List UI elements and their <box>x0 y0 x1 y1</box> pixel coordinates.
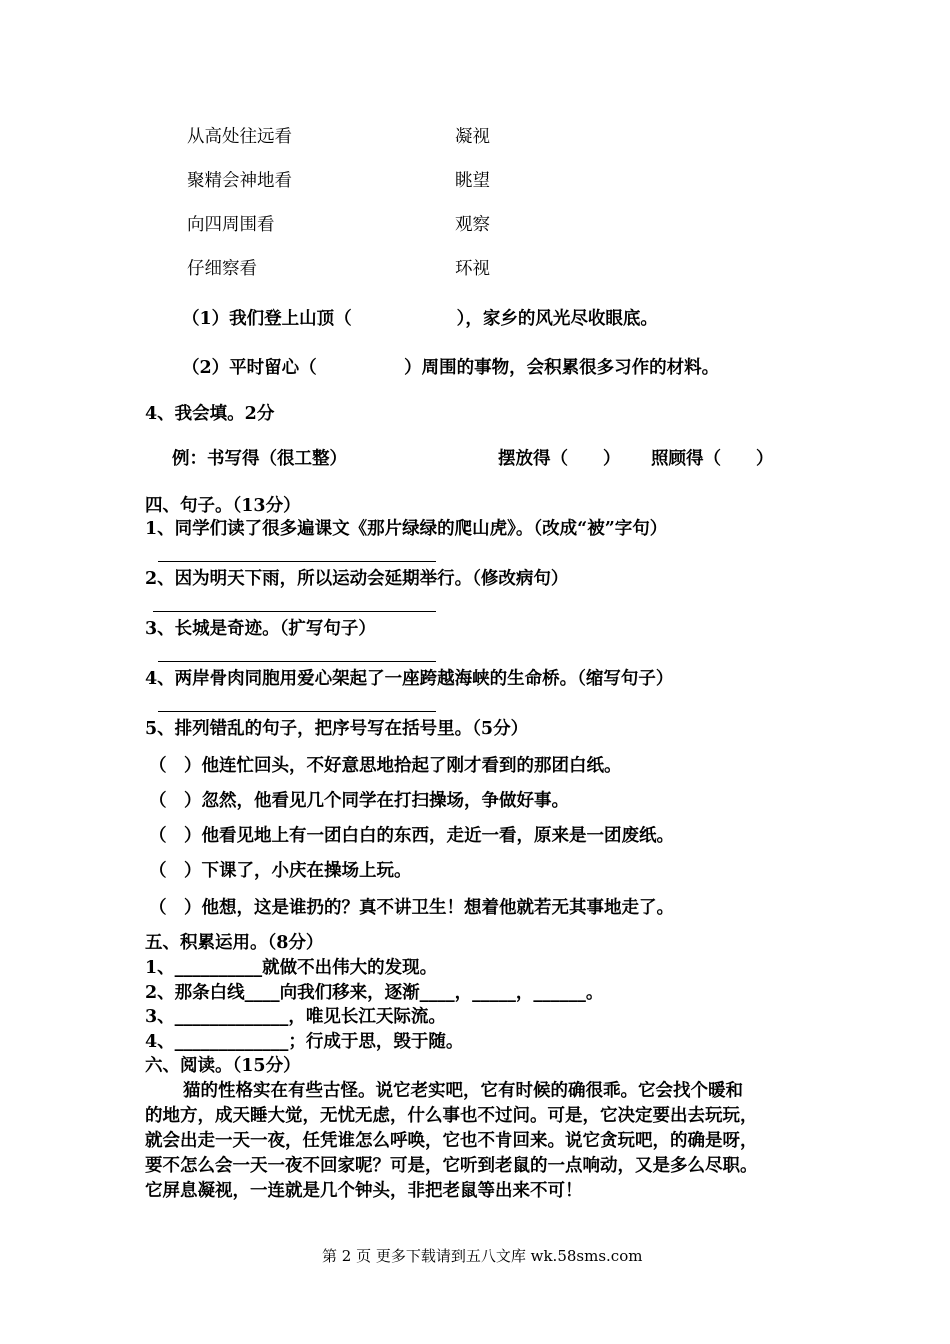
accumulate-line-3: 3、_____________，唯见长江天际流。 <box>145 1007 446 1027</box>
accumulate-line-2: 2、那条白线____向我们移来，逐渐____，_____，______。 <box>145 983 604 1003</box>
match-left-3: 向四周围看 <box>187 215 275 235</box>
order-item-5: （ ）他想，这是谁扔的？真不讲卫生！想着他就若无其事地走了。 <box>149 898 674 918</box>
sentence-q3: 3、长城是奇迹。（扩写句子） <box>145 619 376 639</box>
reading-line-5: 它屏息凝视，一连就是几个钟头，非把老鼠等出来不可！ <box>145 1181 583 1201</box>
section5-title: 五、积累运用。（8分） <box>145 933 324 953</box>
accumulate-line-4: 4、_____________；行成于思，毁于随。 <box>145 1032 464 1052</box>
section6-title: 六、阅读。（15分） <box>145 1056 301 1076</box>
fill-item-1: 摆放得（ ） <box>498 449 621 469</box>
fill-question-1: （1）我们登上山顶（ ），家乡的风光尽收眼底。 <box>182 309 658 329</box>
reading-line-2: 的地方，成天睡大觉，无忧无虑，什么事也不过问。可是，它决定要出去玩玩， <box>145 1106 758 1126</box>
order-item-4: （ ）下课了，小庆在操场上玩。 <box>149 861 412 881</box>
match-left-4: 仔细察看 <box>187 259 257 279</box>
match-right-3: 观察 <box>455 215 490 235</box>
fill-item-2: 照顾得（ ） <box>651 449 774 469</box>
sentence-q5: 5、排列错乱的句子，把序号写在括号里。（5分） <box>145 719 529 739</box>
section3-q4-title: 4、我会填。2分 <box>145 404 275 424</box>
match-right-2: 眺望 <box>455 171 490 191</box>
sentence-q4: 4、两岸骨肉同胞用爱心架起了一座跨越海峡的生命桥。（缩写句子） <box>145 669 674 689</box>
accumulate-line-1: 1、__________就做不出伟大的发现。 <box>145 958 438 978</box>
order-item-1: （ ）他连忙回头，不好意思地拾起了刚才看到的那团白纸。 <box>149 756 622 776</box>
example-item: 例：书写得（很工整） <box>172 449 347 469</box>
answer-line-4[interactable] <box>158 711 436 712</box>
section4-title: 四、句子。（13分） <box>145 496 301 516</box>
answer-line-3[interactable] <box>158 661 436 662</box>
page-footer: 第 2 页 更多下载请到五八文库 wk.58sms.com <box>322 1247 643 1265</box>
reading-line-3: 就会出走一天一夜，任凭谁怎么呼唤，它也不肯回来。说它贪玩吧，的确是呀， <box>145 1131 758 1151</box>
match-left-2: 聚精会神地看 <box>187 171 292 191</box>
order-item-3: （ ）他看见地上有一团白白的东西，走近一看，原来是一团废纸。 <box>149 826 674 846</box>
reading-line-1: 猫的性格实在有些古怪。说它老实吧，它有时候的确很乖。它会找个暖和 <box>183 1081 743 1101</box>
sentence-q1: 1、同学们读了很多遍课文《那片绿绿的爬山虎》。（改成“被”字句） <box>145 519 668 539</box>
sentence-q2: 2、因为明天下雨，所以运动会延期举行。（修改病句） <box>145 569 569 589</box>
answer-line-2[interactable] <box>153 611 436 612</box>
fill-question-2: （2）平时留心（ ）周围的事物，会积累很多习作的材料。 <box>182 358 720 378</box>
match-right-1: 凝视 <box>455 127 490 147</box>
reading-line-4: 要不怎么会一天一夜不回家呢？可是，它听到老鼠的一点响动，又是多么尽职。 <box>145 1156 758 1176</box>
match-right-4: 环视 <box>455 259 490 279</box>
order-item-2: （ ）忽然，他看见几个同学在打扫操场，争做好事。 <box>149 791 569 811</box>
answer-line-1[interactable] <box>158 561 436 562</box>
match-left-1: 从高处往远看 <box>187 127 292 147</box>
